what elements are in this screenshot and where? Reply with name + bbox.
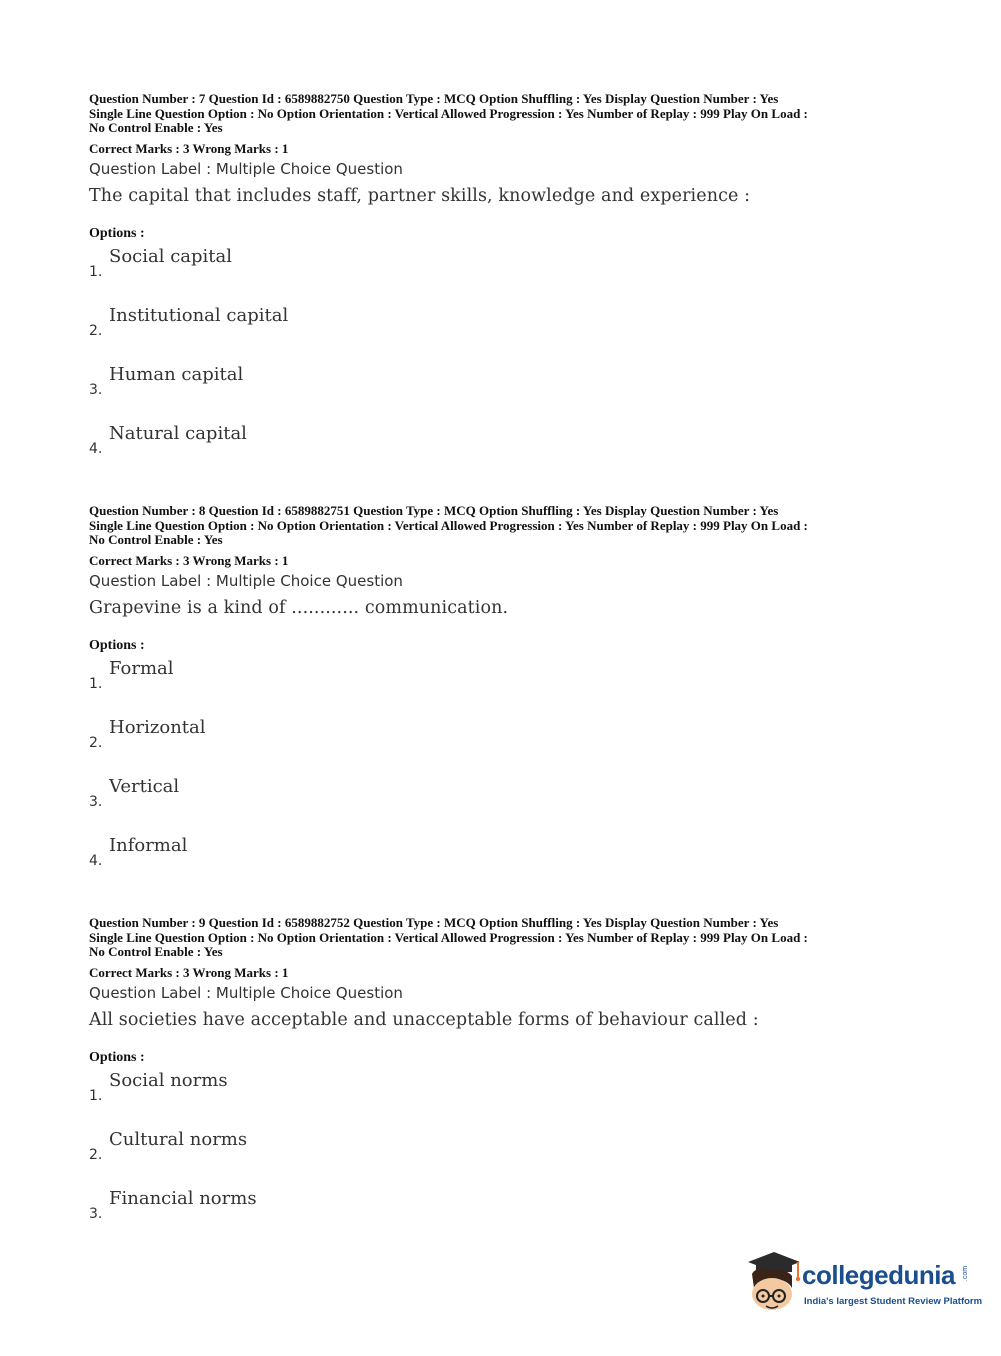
question-text: All societies have acceptable and unacceptable forms of behaviour called : [89,1009,759,1030]
question-meta-line-1: Question Number : 9 Question Id : 6589882752 Question Type : MCQ Option Shuffling : Yes Display Question Number : Yes [89,915,779,930]
options-heading: Options : [89,1049,145,1065]
option-item [89,835,919,894]
option-item [89,658,919,717]
option-text: Horizontal [109,716,206,738]
question-meta-line-3: No Control Enable : Yes [89,944,223,959]
option-number: 2. [89,322,103,339]
option-number: 1. [89,263,103,280]
question-7 [89,92,919,482]
option-text: Natural capital [109,422,247,444]
logo-wordmark: collegedunia [802,1260,955,1290]
options-heading: Options : [89,225,145,241]
option-item [89,305,919,364]
option-text: Formal [109,657,174,679]
question-meta-line-3: No Control Enable : Yes [89,532,223,547]
logo-domain-suffix: .com [962,1265,970,1282]
option-text: Institutional capital [109,304,289,326]
question-meta-line-2: Single Line Question Option : No Option Orientation : Vertical Allowed Progression : Yes Number of Replay : 999 Play On Load : [89,517,808,533]
question-label: Question Label : Multiple Choice Question [89,571,403,590]
logo-tagline: India's largest Student Review Platform [804,1296,983,1307]
option-text: Social norms [109,1069,228,1091]
option-text: Cultural norms [109,1128,248,1150]
options-list [89,1070,919,1247]
question-text: Grapevine is a kind of ............ communication. [89,597,509,618]
option-number: 2. [89,1146,103,1163]
question-9 [89,916,919,1247]
question-meta-line-3: No Control Enable : Yes [89,120,223,135]
question-meta-line-1: Question Number : 8 Question Id : 6589882751 Question Type : MCQ Option Shuffling : Yes Display Question Number : Yes [89,503,779,518]
question-meta-line-2: Single Line Question Option : No Option Orientation : Vertical Allowed Progression : Yes Number of Replay : 999 Play On Load : [89,929,808,945]
option-item [89,1188,919,1247]
question-meta-line-1: Question Number : 7 Question Id : 6589882750 Question Type : MCQ Option Shuffling : Yes Display Question Number : Yes [89,91,779,106]
option-number: 1. [89,675,103,692]
options-heading: Options : [89,637,145,653]
option-item [89,246,919,305]
option-number: 2. [89,734,103,751]
question-marks: Correct Marks : 3 Wrong Marks : 1 [89,552,289,568]
option-item [89,1070,919,1129]
option-item [89,423,919,482]
option-text: Human capital [109,363,244,385]
collegedunia-logo[interactable] [742,1248,983,1318]
option-text: Social capital [109,245,233,267]
options-list [89,658,919,894]
option-item [89,717,919,776]
option-number: 4. [89,852,103,869]
question-label: Question Label : Multiple Choice Question [89,159,403,178]
option-number: 4. [89,440,103,457]
options-list [89,246,919,482]
option-text: Informal [109,834,188,856]
question-meta-line-2: Single Line Question Option : No Option Orientation : Vertical Allowed Progression : Yes Number of Replay : 999 Play On Load : [89,105,808,121]
question-text: The capital that includes staff, partner skills, knowledge and experience : [89,185,751,206]
option-item [89,1129,919,1188]
question-marks: Correct Marks : 3 Wrong Marks : 1 [89,964,289,980]
option-text: Vertical [109,775,180,797]
option-item [89,364,919,423]
option-text: Financial norms [109,1187,257,1209]
graduate-mascot-icon [742,1248,802,1318]
option-number: 3. [89,381,103,398]
question-8 [89,504,919,894]
option-item [89,776,919,835]
question-marks: Correct Marks : 3 Wrong Marks : 1 [89,140,289,156]
question-label: Question Label : Multiple Choice Question [89,983,403,1002]
option-number: 1. [89,1087,103,1104]
option-number: 3. [89,793,103,810]
option-number: 3. [89,1205,103,1222]
